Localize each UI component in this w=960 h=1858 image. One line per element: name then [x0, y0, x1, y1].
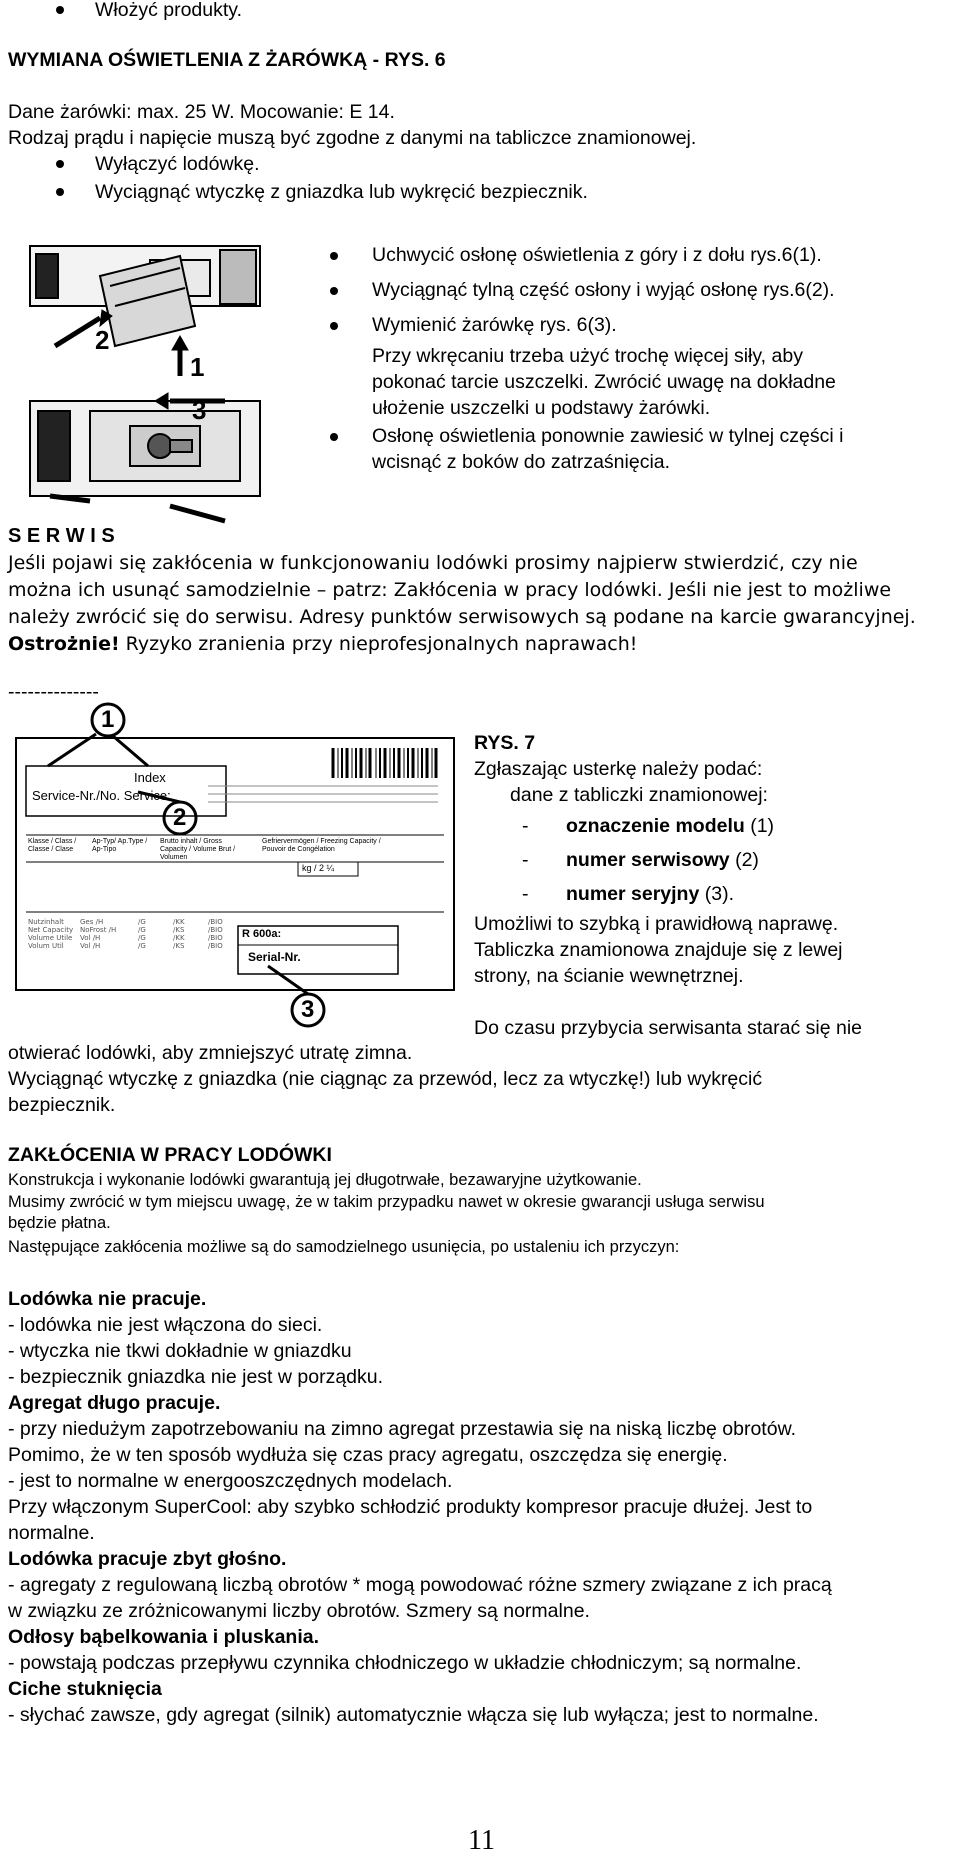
item-ref: (2) — [729, 849, 759, 871]
plate-serial: Serial-Nr. — [248, 950, 301, 964]
item-dash: - — [522, 815, 529, 837]
warning-text: Ryzyko zranienia przy nieprofesjonalnych naprawach! — [119, 633, 638, 655]
svg-text:Volume Utile: Volume Utile — [28, 934, 73, 942]
section-heading-bulb: WYMIANA OŚWIETLENIA Z ŻARÓWKĄ - RYS. 6 — [8, 49, 446, 71]
plate-index-label: Index — [134, 770, 166, 785]
plate-col-header: Brutto inhalt / Gross Capacity / Volume Brut / Volumen — [160, 838, 236, 861]
svg-text:Net Capacity: Net Capacity — [28, 926, 74, 934]
svg-text:/BIO: /BIO — [208, 918, 223, 926]
rys7-item — [522, 848, 759, 872]
issue-item: - wtyczka nie tkwi dokładnie w gniazdku — [8, 1340, 352, 1362]
rys7-line: Umożliwi to szybką i prawidłową naprawę. — [474, 913, 839, 935]
svg-text:/BIO: /BIO — [208, 942, 223, 950]
svg-text:/BIO: /BIO — [208, 934, 223, 942]
step-1: Uchwycić osłonę oświetlenia z góry i z dołu rys.6(1). — [372, 244, 822, 266]
rys7-title: RYS. 7 — [474, 732, 536, 754]
issue-heading: Lodówka nie pracuje. — [8, 1288, 207, 1310]
separator-dashes: -------------- — [8, 681, 99, 703]
figure-6-label-1: 1 — [190, 352, 205, 382]
svg-text:/G: /G — [138, 926, 146, 934]
bullet-dot — [330, 322, 338, 330]
svg-text:/G: /G — [138, 934, 146, 942]
item-ref: (1) — [744, 815, 775, 837]
step-2: Wyciągnąć tylną część osłony i wyjąć osłonę rys.6(2). — [372, 279, 835, 301]
svg-text:/KS: /KS — [173, 926, 185, 934]
item-ref: (3). — [699, 883, 734, 905]
bullet-dot — [56, 160, 64, 168]
plate-col-header: Gefriervermögen / Freezing Capacity / Pouvoir de Congélation — [262, 838, 381, 853]
figure-6-label-2: 2 — [95, 325, 110, 355]
svg-text:Ges /H: Ges /H — [80, 918, 104, 926]
bulb-current: Rodzaj prądu i napięcie muszą być zgodne z danymi na tabliczce znamionowej. — [8, 127, 697, 149]
svg-text:Volum Util: Volum Util — [28, 942, 64, 950]
svg-text:/KS: /KS — [173, 942, 185, 950]
rys7-item — [522, 814, 774, 838]
svg-text:Vol /H: Vol /H — [80, 942, 101, 950]
bullet-item: Wyciągnąć wtyczkę z gniazdka lub wykręcić bezpiecznik. — [95, 181, 588, 203]
section-heading-faults: ZAKŁÓCENIA W PRACY LODÓWKI — [8, 1144, 332, 1166]
bulb-spec: Dane żarówki: max. 25 W. Mocowanie: E 14. — [8, 101, 395, 123]
service-warning — [8, 631, 958, 658]
svg-text:/G: /G — [138, 942, 146, 950]
svg-text:Vol /H: Vol /H — [80, 934, 101, 942]
step-4-cont: wcisnąć z boków do zatrzaśnięcia. — [372, 451, 671, 473]
item-dash: - — [522, 849, 529, 871]
rys7-line: Tabliczka znamionowa znajduje się z lewej — [474, 939, 843, 961]
body-line: bezpiecznik. — [8, 1094, 116, 1116]
svg-text:/BIO: /BIO — [208, 926, 223, 934]
faults-paragraph: Następujące zakłócenia możliwe są do samodzielnego usunięcia, po ustaleniu ich przyczyn: — [8, 1238, 680, 1256]
issue-item: - przy niedużym zapotrzebowaniu na zimno agregat przestawia się na niską liczbę obrotów. — [8, 1418, 796, 1440]
step-4: Osłonę oświetlenia ponownie zawiesić w tylnej części i — [372, 425, 844, 447]
plate-marker-1: 1 — [101, 706, 115, 733]
plate-marker-3: 3 — [301, 996, 315, 1023]
plate-col-header: Ap-Typ/ Ap.Type / Ap-Tipo — [92, 838, 148, 853]
item-dash: - — [522, 883, 529, 905]
body-line: otwierać lodówki, aby zmniejszyć utratę zimna. — [8, 1042, 413, 1064]
item-label: numer serwisowy — [566, 849, 730, 871]
service-line: można ich usunąć samodzielnie – patrz: Zakłócenia w pracy lodówki. Jeśli nie jest to możliwe — [8, 579, 892, 601]
warning-label: Ostrożnie! — [8, 633, 120, 655]
bullet-dot — [56, 188, 64, 196]
svg-text:/G: /G — [138, 918, 146, 926]
item-label: numer seryjny — [566, 883, 700, 905]
faults-paragraph: Konstrukcja i wykonanie lodówki gwarantują jej długotrwałe, bezawaryjne użytkowanie. — [8, 1171, 642, 1189]
svg-text:/KK: /KK — [173, 918, 185, 926]
issue-item: normalne. — [8, 1522, 95, 1544]
issue-heading: Agregat długo pracuje. — [8, 1392, 221, 1414]
faults-paragraph: będzie płatna. — [8, 1214, 111, 1232]
service-line: należy zwrócić się do serwisu. Adresy punktów serwisowych są podane na karcie gwarancyjnej. — [8, 606, 916, 628]
issue-item: - jest to normalne w energooszczędnych modelach. — [8, 1470, 453, 1492]
issue-item: w związku ze zróżnicowanymi liczby obrotów. Szmery są normalne. — [8, 1600, 590, 1622]
page-number: 11 — [468, 1825, 495, 1856]
issue-heading: Lodówka pracuje zbyt głośno. — [8, 1548, 287, 1570]
issue-item: Przy włączonym SuperCool: aby szybko schłodzić produkty kompresor pracuje dłużej. Jest to — [8, 1496, 813, 1518]
plate-r600a: R 600a: — [242, 928, 282, 940]
issue-heading: Ciche stuknięcia — [8, 1678, 162, 1700]
issue-item: - powstają podczas przepływu czynnika chłodniczego w układzie chłodniczym; są normalne. — [8, 1652, 802, 1674]
service-line: Jeśli pojawi się zakłócenia w funkcjonowaniu lodówki prosimy najpierw stwierdzić, czy nie — [8, 552, 858, 574]
rys7-line: Do czasu przybycia serwisanta starać się nie — [474, 1017, 862, 1039]
issue-item: - lodówka nie jest włączona do sieci. — [8, 1314, 323, 1336]
plate-kg: kg / 2 ¼ — [302, 863, 335, 873]
svg-text:NoFrost /H: NoFrost /H — [80, 926, 117, 934]
plate-col-header: Klasse / Class / Classe / Clase — [28, 838, 77, 853]
body-line: Wyciągnąć wtyczkę z gniazdka (nie ciągnąc za przewód, lecz za wtyczkę!) lub wykręcić — [8, 1068, 763, 1090]
issue-item: - bezpiecznik gniazdka nie jest w porządku. — [8, 1366, 384, 1388]
rys7-item — [522, 882, 734, 906]
rating-plate-illustration — [8, 700, 458, 1030]
bullet-dot — [330, 252, 338, 260]
plate-service-label: Service-Nr./No. Service: — [32, 788, 171, 803]
section-heading-service: S E R W I S — [8, 525, 115, 547]
faults-paragraph: Musimy zwrócić w tym miejscu uwagę, że w takim przypadku nawet w okresie gwarancji usługa serwisu — [8, 1193, 765, 1211]
step-3: Wymienić żarówkę rys. 6(3). — [372, 314, 617, 336]
bullet-dot — [330, 287, 338, 295]
service-paragraph — [8, 550, 958, 658]
bullet-item: Wyłączyć lodówkę. — [95, 153, 260, 175]
step-3-cont: Przy wkręcaniu trzeba użyć trochę więcej siły, aby — [372, 345, 803, 367]
bullet-item: Włożyć produkty. — [95, 0, 243, 21]
issue-item: Pomimo, że w ten sposób wydłuża się czas pracy agregatu, oszczędza się energię. — [8, 1444, 728, 1466]
bullet-dot — [330, 433, 338, 441]
issue-item: - agregaty z regulowaną liczbą obrotów * mogą powodować różne szmery związane z ich pracą — [8, 1574, 832, 1596]
figure-6-illustration — [20, 236, 270, 546]
issue-heading: Odłosy bąbelkowania i pluskania. — [8, 1626, 320, 1648]
rys7-line: dane z tabliczki znamionowej: — [510, 784, 768, 806]
step-3-cont: ułożenie uszczelki u podstawy żarówki. — [372, 397, 711, 419]
step-3-cont: pokonać tarcie uszczelki. Zwrócić uwagę na dokładne — [372, 371, 836, 393]
bullet-dot — [56, 6, 64, 14]
issue-item: - słychać zawsze, gdy agregat (silnik) automatycznie włącza się lub wyłącza; jest to normalne. — [8, 1704, 819, 1726]
rys7-line: strony, na ścianie wewnętrznej. — [474, 965, 744, 987]
item-label: oznaczenie modelu — [566, 815, 745, 837]
figure-6-label-3: 3 — [192, 395, 207, 425]
plate-marker-2: 2 — [173, 804, 187, 831]
svg-text:Nutzinhalt: Nutzinhalt — [28, 918, 64, 926]
rys7-line: Zgłaszając usterkę należy podać: — [474, 758, 763, 780]
svg-text:/KK: /KK — [173, 934, 185, 942]
